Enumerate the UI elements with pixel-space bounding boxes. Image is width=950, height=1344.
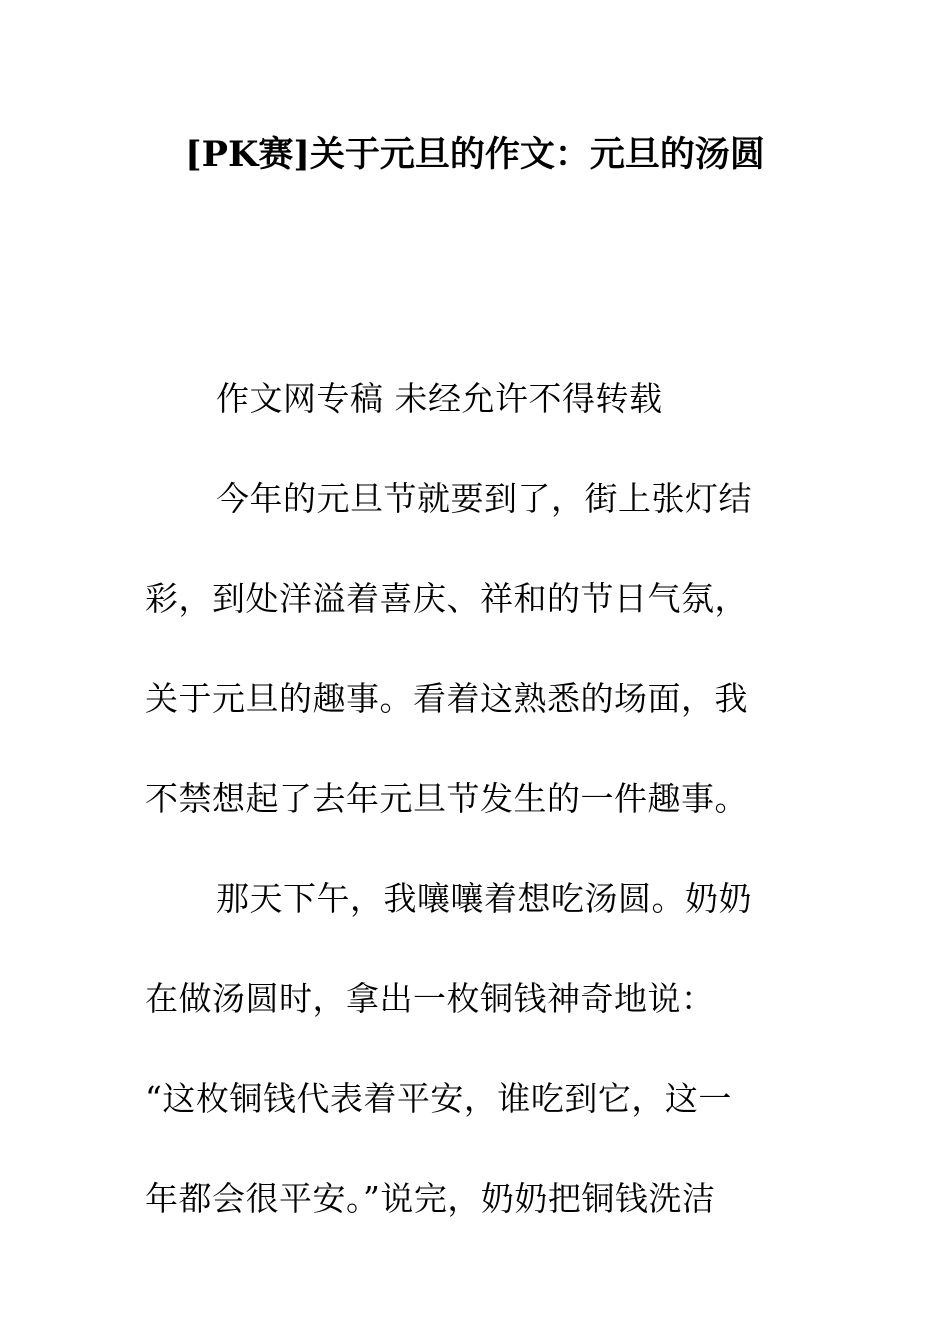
paragraph-line: 那天下午，我嚷嚷着想吃汤圆。奶奶	[216, 879, 752, 918]
paragraph-line: 关于元旦的趣事。看着这熟悉的场面，我	[145, 679, 748, 718]
paragraph-line: 年都会很平安。”说完，奶奶把铜钱洗洁	[145, 1179, 716, 1218]
paragraph-line: 彩，到处洋溢着喜庆、祥和的节日气氛，	[145, 579, 748, 618]
paragraph-line: “这枚铜钱代表着平安，谁吃到它，这一	[145, 1079, 732, 1118]
paragraph-line: 今年的元旦节就要到了，街上张灯结	[216, 479, 752, 518]
document-title: [PK赛]关于元旦的作文：元旦的汤圆	[185, 134, 765, 175]
copyright-notice: 作文网专稿 未经允许不得转载	[216, 379, 663, 418]
paragraph-line: 不禁想起了去年元旦节发生的一件趣事。	[145, 779, 748, 818]
paragraph-line: 在做汤圆时，拿出一枚铜钱神奇地说：	[145, 979, 715, 1018]
